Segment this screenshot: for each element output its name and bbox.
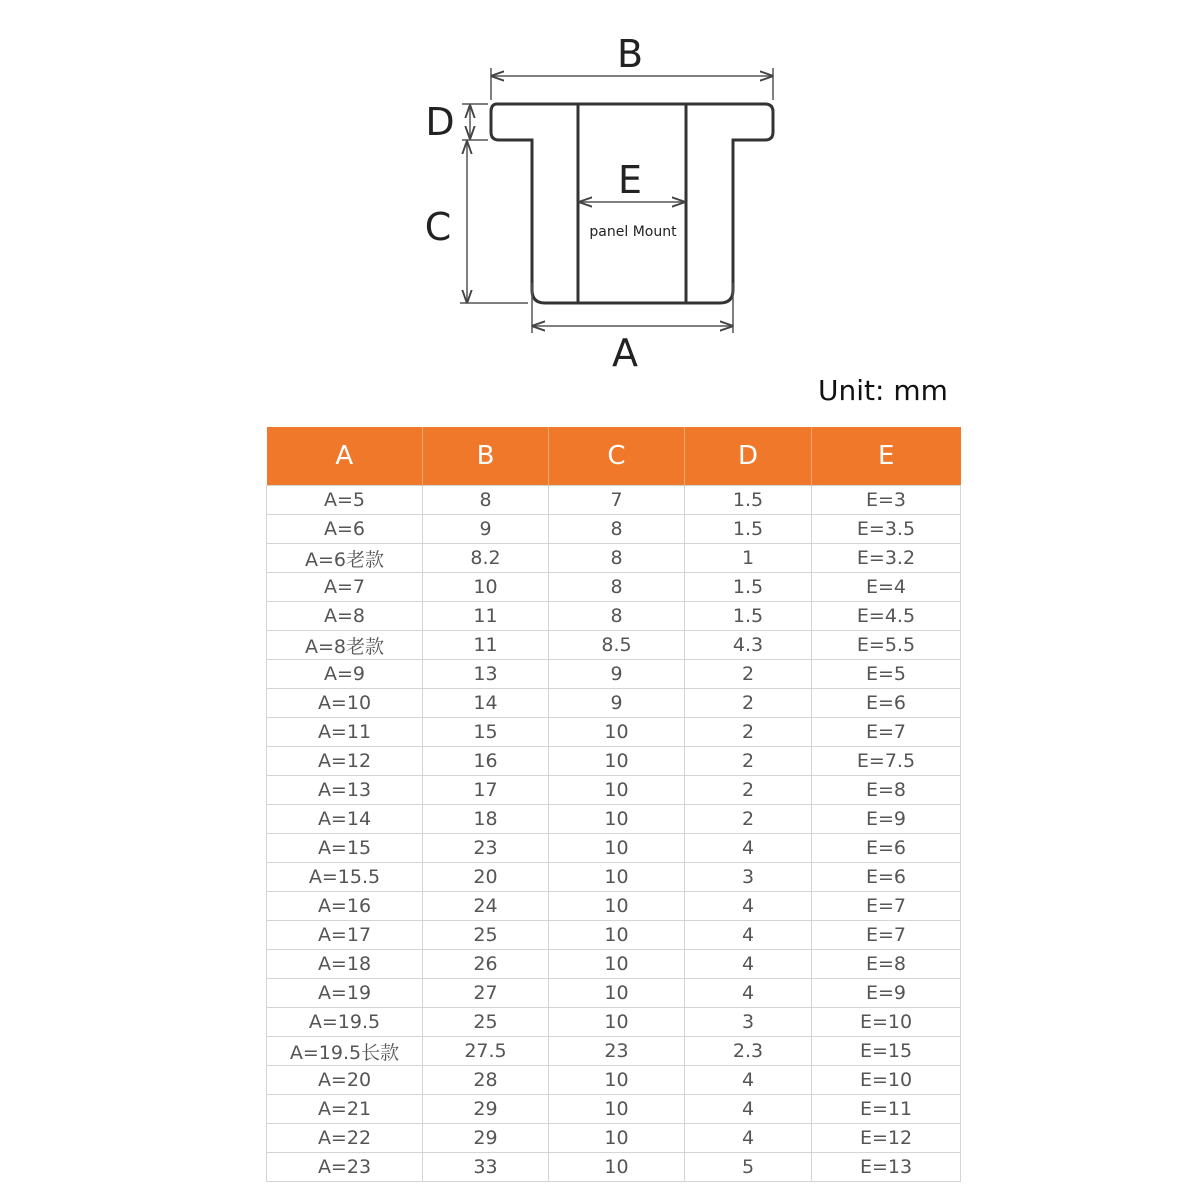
table-row — [267, 892, 961, 921]
cell-e: E=5.5 — [812, 631, 961, 660]
cell-a: A=17 — [267, 921, 423, 950]
cell-a: A=8老款 — [267, 631, 423, 660]
cell-c: 23 — [549, 1037, 685, 1066]
cell-b: 24 — [423, 892, 549, 921]
table-row — [267, 1066, 961, 1095]
cell-e: E=8 — [812, 776, 961, 805]
cell-d: 1.5 — [685, 486, 812, 515]
cell-d: 1 — [685, 544, 812, 573]
cell-e: E=7 — [812, 718, 961, 747]
size-spec-table — [266, 427, 961, 1182]
cell-c: 10 — [549, 1095, 685, 1124]
cell-c: 8 — [549, 573, 685, 602]
cell-c: 10 — [549, 776, 685, 805]
cell-a: A=8 — [267, 602, 423, 631]
cell-d: 2 — [685, 660, 812, 689]
cell-a: A=13 — [267, 776, 423, 805]
table-row — [267, 979, 961, 1008]
table-row — [267, 515, 961, 544]
cell-a: A=22 — [267, 1124, 423, 1153]
cell-e: E=10 — [812, 1066, 961, 1095]
cell-c: 10 — [549, 747, 685, 776]
cell-e: E=4.5 — [812, 602, 961, 631]
table-row — [267, 747, 961, 776]
cell-e: E=8 — [812, 950, 961, 979]
cell-e: E=4 — [812, 573, 961, 602]
cell-d: 2.3 — [685, 1037, 812, 1066]
cell-e: E=9 — [812, 805, 961, 834]
table-row — [267, 1037, 961, 1066]
cell-a: A=12 — [267, 747, 423, 776]
cell-e: E=11 — [812, 1095, 961, 1124]
table-row — [267, 834, 961, 863]
cell-d: 2 — [685, 776, 812, 805]
cell-a: A=21 — [267, 1095, 423, 1124]
cell-c: 8 — [549, 544, 685, 573]
column-header-a: A — [267, 427, 423, 486]
cell-d: 3 — [685, 1008, 812, 1037]
cell-b: 27 — [423, 979, 549, 1008]
table-row — [267, 863, 961, 892]
dimension-label-c: C — [424, 205, 452, 249]
cell-a: A=23 — [267, 1153, 423, 1182]
cell-a: A=16 — [267, 892, 423, 921]
table-row — [267, 950, 961, 979]
table-row — [267, 544, 961, 573]
cell-b: 10 — [423, 573, 549, 602]
cell-e: E=3 — [812, 486, 961, 515]
cell-d: 4.3 — [685, 631, 812, 660]
table-row — [267, 631, 961, 660]
table-row — [267, 921, 961, 950]
column-header-e: E — [812, 427, 961, 486]
dimension-label-b: B — [616, 32, 644, 76]
cell-a: A=10 — [267, 689, 423, 718]
cell-a: A=15 — [267, 834, 423, 863]
cell-d: 2 — [685, 747, 812, 776]
cell-c: 10 — [549, 979, 685, 1008]
cell-c: 10 — [549, 834, 685, 863]
unit-label: Unit: mm — [818, 374, 948, 407]
dimension-label-a: A — [612, 331, 638, 375]
cell-b: 29 — [423, 1124, 549, 1153]
cell-b: 17 — [423, 776, 549, 805]
table-row — [267, 660, 961, 689]
cell-c: 10 — [549, 805, 685, 834]
cell-e: E=3.2 — [812, 544, 961, 573]
cell-e: E=7.5 — [812, 747, 961, 776]
cell-e: E=3.5 — [812, 515, 961, 544]
cell-b: 11 — [423, 631, 549, 660]
cell-e: E=10 — [812, 1008, 961, 1037]
cell-d: 1.5 — [685, 602, 812, 631]
table-row — [267, 1153, 961, 1182]
cell-b: 26 — [423, 950, 549, 979]
cell-e: E=7 — [812, 921, 961, 950]
cell-e: E=6 — [812, 834, 961, 863]
cell-b: 33 — [423, 1153, 549, 1182]
cell-b: 25 — [423, 921, 549, 950]
cell-c: 9 — [549, 660, 685, 689]
cell-b: 28 — [423, 1066, 549, 1095]
cell-d: 4 — [685, 1124, 812, 1153]
cell-a: A=18 — [267, 950, 423, 979]
cell-b: 14 — [423, 689, 549, 718]
cell-b: 13 — [423, 660, 549, 689]
dimension-label-d: D — [425, 100, 455, 144]
cell-b: 9 — [423, 515, 549, 544]
cell-b: 11 — [423, 602, 549, 631]
cell-a: A=14 — [267, 805, 423, 834]
cell-c: 10 — [549, 863, 685, 892]
table-row — [267, 805, 961, 834]
cell-d: 4 — [685, 1095, 812, 1124]
cell-b: 23 — [423, 834, 549, 863]
cell-d: 4 — [685, 979, 812, 1008]
cell-d: 5 — [685, 1153, 812, 1182]
table-row — [267, 602, 961, 631]
dimension-label-e: E — [617, 158, 643, 202]
table-row — [267, 1095, 961, 1124]
cell-b: 16 — [423, 747, 549, 776]
table-row — [267, 718, 961, 747]
cell-c: 10 — [549, 921, 685, 950]
cell-c: 8 — [549, 515, 685, 544]
cell-a: A=9 — [267, 660, 423, 689]
cell-a: A=11 — [267, 718, 423, 747]
cell-c: 10 — [549, 892, 685, 921]
cell-b: 15 — [423, 718, 549, 747]
column-header-b: B — [423, 427, 549, 486]
cell-b: 29 — [423, 1095, 549, 1124]
cell-c: 10 — [549, 1153, 685, 1182]
cell-b: 18 — [423, 805, 549, 834]
cell-b: 8 — [423, 486, 549, 515]
table-row — [267, 1008, 961, 1037]
cell-a: A=19.5 — [267, 1008, 423, 1037]
cell-e: E=15 — [812, 1037, 961, 1066]
cell-a: A=6老款 — [267, 544, 423, 573]
grommet-dimension-diagram — [0, 0, 1200, 380]
cell-d: 3 — [685, 863, 812, 892]
cell-a: A=20 — [267, 1066, 423, 1095]
panel-mount-label: panel Mount — [589, 224, 677, 240]
cell-d: 2 — [685, 718, 812, 747]
cell-b: 27.5 — [423, 1037, 549, 1066]
cell-c: 8 — [549, 602, 685, 631]
cell-a: A=15.5 — [267, 863, 423, 892]
table-body — [267, 486, 961, 1182]
cell-c: 7 — [549, 486, 685, 515]
table-row — [267, 689, 961, 718]
cell-e: E=13 — [812, 1153, 961, 1182]
cell-e: E=7 — [812, 892, 961, 921]
cell-c: 8.5 — [549, 631, 685, 660]
cell-e: E=6 — [812, 863, 961, 892]
table-row — [267, 1124, 961, 1153]
column-header-d: D — [685, 427, 812, 486]
cell-c: 9 — [549, 689, 685, 718]
cell-d: 2 — [685, 689, 812, 718]
cell-d: 4 — [685, 1066, 812, 1095]
cell-d: 2 — [685, 805, 812, 834]
table-row — [267, 776, 961, 805]
cell-e: E=12 — [812, 1124, 961, 1153]
table-row — [267, 486, 961, 515]
cell-d: 4 — [685, 921, 812, 950]
cell-a: A=7 — [267, 573, 423, 602]
cell-d: 1.5 — [685, 573, 812, 602]
cell-d: 1.5 — [685, 515, 812, 544]
grommet-outline — [491, 104, 773, 303]
cell-a: A=19.5长款 — [267, 1037, 423, 1066]
table-header-row — [267, 427, 961, 486]
cell-c: 10 — [549, 718, 685, 747]
cell-e: E=9 — [812, 979, 961, 1008]
table-row — [267, 573, 961, 602]
cell-a: A=19 — [267, 979, 423, 1008]
cell-b: 25 — [423, 1008, 549, 1037]
cell-a: A=5 — [267, 486, 423, 515]
cell-d: 4 — [685, 834, 812, 863]
cell-c: 10 — [549, 1066, 685, 1095]
cell-b: 8.2 — [423, 544, 549, 573]
cell-d: 4 — [685, 892, 812, 921]
cell-d: 4 — [685, 950, 812, 979]
cell-e: E=6 — [812, 689, 961, 718]
cell-c: 10 — [549, 1124, 685, 1153]
cell-c: 10 — [549, 1008, 685, 1037]
cell-a: A=6 — [267, 515, 423, 544]
cell-c: 10 — [549, 950, 685, 979]
column-header-c: C — [549, 427, 685, 486]
cell-b: 20 — [423, 863, 549, 892]
cell-e: E=5 — [812, 660, 961, 689]
